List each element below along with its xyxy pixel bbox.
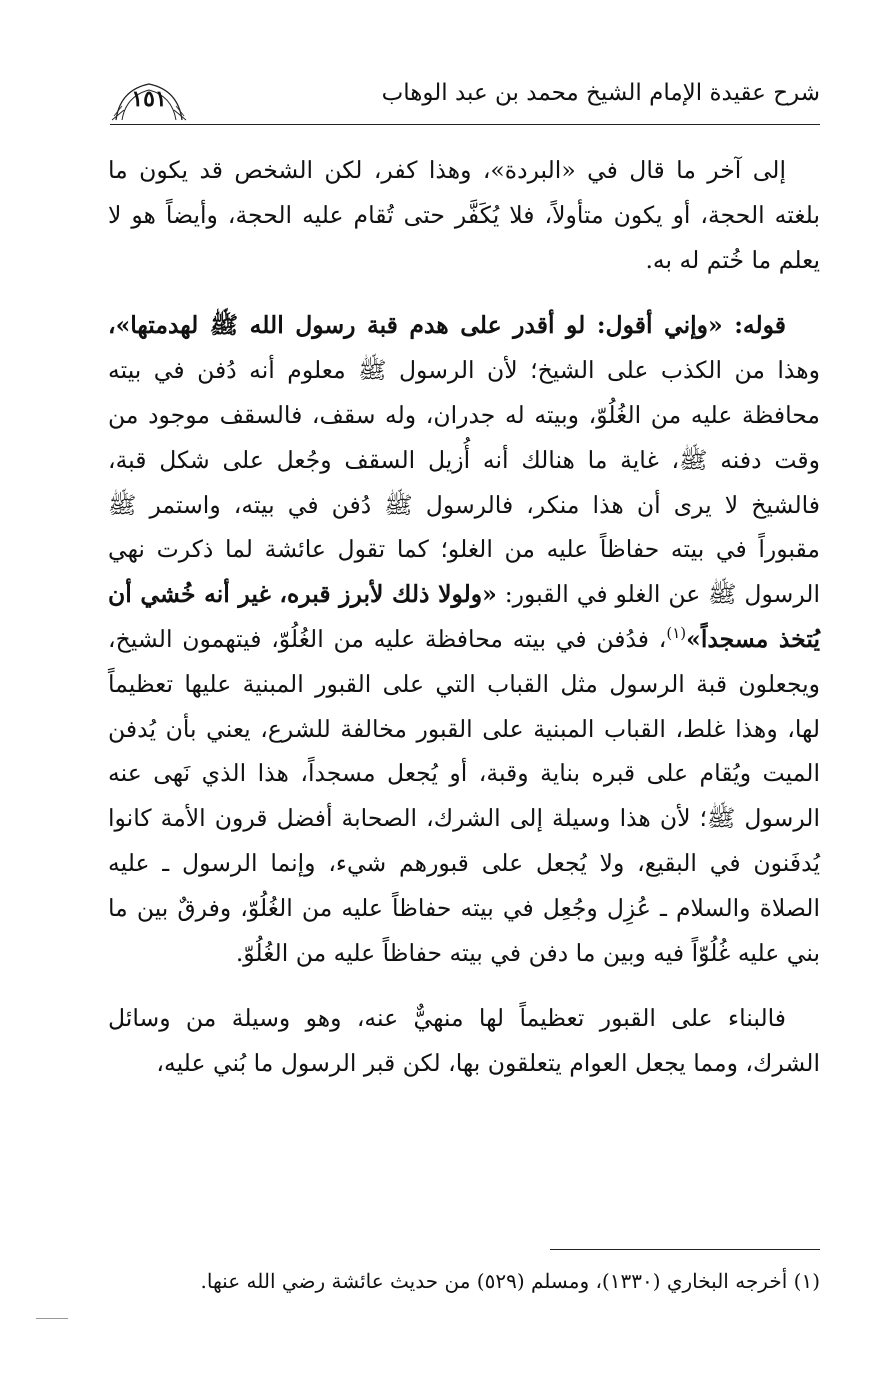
page-number: ١٥١ — [131, 86, 167, 112]
footnote-reference[interactable]: (١) — [666, 624, 687, 643]
paragraph-2-text-b: ، فدُفن في بيته محافظة عليه من الغُلُوّ، فيتهمون الشيخ، ويجعلون قبة الرسول مثل القباب التي على القبور المبنية عليها تعظيماً لها، وهذا غلط، القباب المبنية على القبور مخالفة للشرع، يعني بأن يُدفن الميت ويُقام على قبره بناية وقبة، أو يُجعل مسجداً، هذا الذي نَهى عنه الرسول ﷺ؛ لأن هذا وسيلة إلى الشرك، الصحابة أفضل قرون الأمة كانوا يُدفَنون في البقيع، ولا يُجعل على قبورهم شيء، وإنما الرسول ـ عليه الصلاة والسلام ـ عُزِل وجُعِل في بيته حفاظاً عليه من الغُلُوّ، وفرقٌ بين ما بني عليه غُلُوّاً فيه وبين ما دفن في بيته حفاظاً عليه من الغُلُوّ. — [108, 624, 820, 967]
running-title: شرح عقيدة الإمام الشيخ محمد بن عبد الوهاب — [381, 80, 820, 106]
paragraph-3 — [108, 996, 820, 1086]
body-text — [108, 148, 820, 1086]
paragraph-1-text: إلى آخر ما قال في «البردة»، وهذا كفر، لكن الشخص قد يكون ما بلغته الحجة، أو يكون متأولاً، فلا يُكَفَّر حتى تُقام عليه الحجة، وأيضاً هو لا يعلم ما خُتم له به. — [108, 156, 820, 274]
paragraph-2-text-a: وهذا من الكذب على الشيخ؛ لأن الرسول ﷺ معلوم أنه دُفن في بيته محافظة عليه من الغُلُوّ، وبيته له جدران، وله سقف، فالسقف موجود من وقت دفنه ﷺ، غاية ما هنالك أنه أُزيل السقف وجُعل على شكل قبة، فالشيخ لا يرى أن هذا منكر، فالرسول ﷺ دُفن في بيته، واستمر ﷺ مقبوراً في بيته حفاظاً عليه من الغلو؛ كما تقول عائشة لما ذكرت نهي الرسول ﷺ عن الغلو في القبور: — [108, 356, 820, 609]
quoted-statement: قوله: «وإني أقول: لو أقدر على هدم قبة رسول الله ﷺ لهدمتها»، — [108, 311, 786, 340]
page-header — [110, 74, 820, 125]
hadith-quote: «ولولا ذلك لأبرز قبره، غير أنه خُشي أن يُتخذ مسجداً» — [108, 580, 820, 653]
footnote-divider — [550, 1249, 820, 1250]
paragraph-1 — [108, 148, 820, 282]
paragraph-3-text: فالبناء على القبور تعظيماً لها منهيٌّ عنه، وهو وسيلة من وسائل الشرك، ومما يجعل العوام يتعلقون بها، لكن قبر الرسول ما بُني عليه، — [108, 1004, 820, 1078]
paragraph-2 — [108, 303, 820, 975]
scan-margin-mark — [36, 1318, 68, 1319]
footnote: (١) أخرجه البخاري (١٣٣٠)، ومسلم (٥٢٩) من حديث عائشة رضي الله عنها. — [200, 1269, 820, 1293]
page-number-ornament — [110, 76, 188, 120]
